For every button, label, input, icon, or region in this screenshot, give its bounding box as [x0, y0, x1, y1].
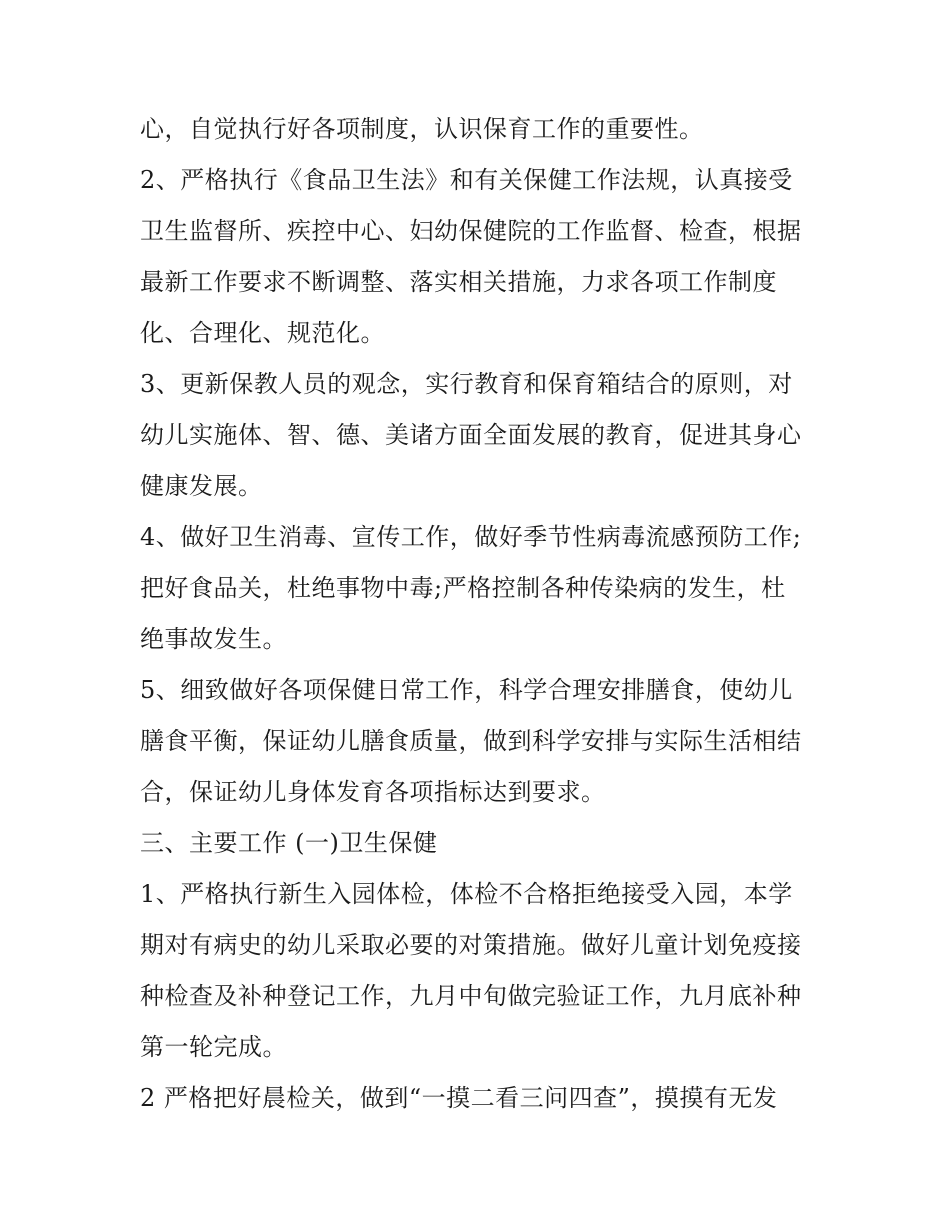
text-line-6: 3、更新保教人员的观念，实行教育和保育箱结合的原则，对 [140, 370, 793, 398]
text-line-14: 合，保证幼儿身体发育各项指标达到要求。 [140, 778, 606, 806]
text-line-12: 5、细致做好各项保健日常工作，科学合理安排膳食，使幼儿 [140, 676, 793, 704]
text-line-8: 健康发展。 [140, 472, 263, 500]
text-line-11: 绝事故发生。 [140, 625, 287, 653]
text-line-20: 2 严格把好晨检关，做到“一摸二看三问四查”，摸摸有无发 [140, 1084, 778, 1112]
text-line-19: 第一轮完成。 [140, 1033, 287, 1061]
text-line-17: 期对有病史的幼儿采取必要的对策措施。做好儿童计划免疫接 [140, 931, 802, 959]
text-line-10: 把好食品关，杜绝事物中毒;严格控制各种传染病的发生，杜 [140, 574, 786, 602]
text-line-13: 膳食平衡，保证幼儿膳食质量，做到科学安排与实际生活相结 [140, 727, 802, 755]
section-heading: 三、主要工作 (一)卫生保健 [140, 829, 438, 857]
text-line-5: 化、合理化、规范化。 [140, 319, 385, 347]
text-line-16: 1、严格执行新生入园体检，体检不合格拒绝接受入园，本学 [140, 880, 793, 908]
text-line-18: 种检查及补种登记工作，九月中旬做完验证工作，九月底补种 [140, 982, 802, 1010]
text-line-4: 最新工作要求不断调整、落实相关措施，力求各项工作制度 [140, 268, 777, 296]
text-line-7: 幼儿实施体、智、德、美诸方面全面发展的教育，促进其身心 [140, 421, 802, 449]
text-line-3: 卫生监督所、疾控中心、妇幼保健院的工作监督、检查，根据 [140, 217, 802, 245]
text-line-1: 心，自觉执行好各项制度，认识保育工作的重要性。 [140, 115, 704, 143]
text-line-9: 4、做好卫生消毒、宣传工作，做好季节性病毒流感预防工作; [140, 523, 802, 551]
text-line-2: 2、严格执行《食品卫生法》和有关保健工作法规，认真接受 [140, 166, 793, 194]
